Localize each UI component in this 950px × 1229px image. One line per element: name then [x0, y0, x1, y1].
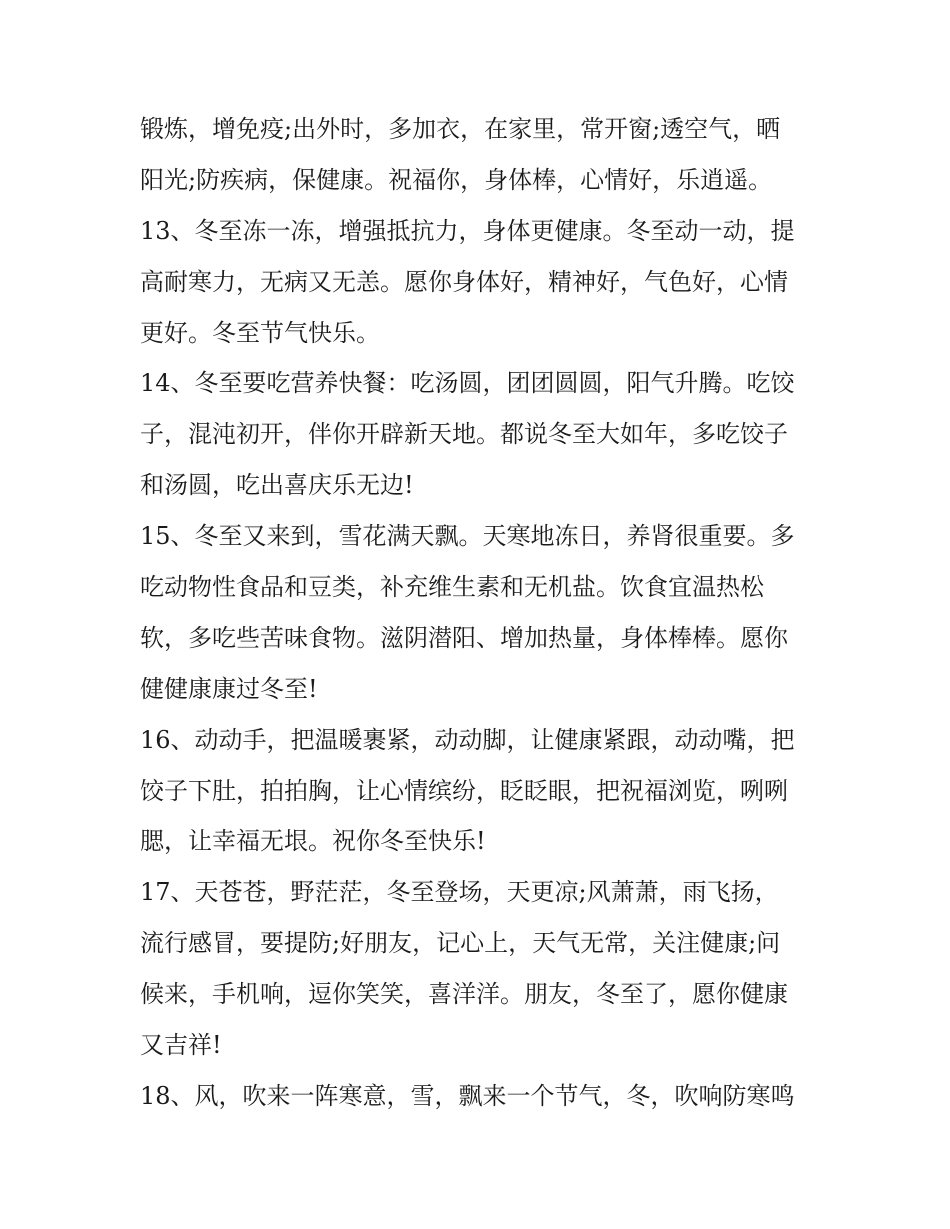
text-line: 14、冬至要吃营养快餐：吃汤圆，团团圆圆，阳气升腾。吃饺 [140, 369, 795, 398]
text-line: 和汤圆，吃出喜庆乐无边! [140, 471, 414, 500]
text-line: 子，混沌初开，伴你开辟新天地。都说冬至大如年，多吃饺子 [140, 420, 788, 449]
text-line: 饺子下肚，拍拍胸，让心情缤纷，眨眨眼，把祝福浏览，咧咧 [140, 776, 788, 805]
text-line: 候来，手机响，逗你笑笑，喜洋洋。朋友，冬至了，愿你健康 [140, 980, 788, 1009]
document-body [140, 104, 820, 1122]
text-line: 腮，让幸福无垠。祝你冬至快乐! [140, 827, 486, 856]
text-line: 13、冬至冻一冻，增强抵抗力，身体更健康。冬至动一动，提 [140, 216, 795, 245]
text-line: 吃动物性食品和豆类，补充维生素和无机盐。饮食宜温热松 [140, 573, 764, 602]
text-line: 软，多吃些苦味食物。滋阴潜阳、增加热量，身体棒棒。愿你 [140, 623, 788, 652]
text-line: 15、冬至又来到，雪花满天飘。天寒地冻日，养肾很重要。多 [140, 522, 795, 551]
text-line: 16、动动手，把温暖裹紧，动动脚，让健康紧跟，动动嘴，把 [140, 725, 795, 754]
text-line: 阳光;防疾病，保健康。祝福你，身体棒，心情好，乐逍遥。 [140, 165, 773, 194]
text-line: 流行感冒，要提防;好朋友，记心上，天气无常，关注健康;问 [140, 929, 781, 958]
text-line: 高耐寒力，无病又无恙。愿你身体好，精神好，气色好，心情 [140, 267, 788, 296]
text-line: 健健康康过冬至! [140, 674, 318, 703]
text-line: 又吉祥! [140, 1031, 222, 1060]
text-line: 锻炼，增免疫;出外时，多加衣，在家里，常开窗;透空气，晒 [140, 115, 781, 143]
text-line: 更好。冬至节气快乐。 [140, 318, 380, 347]
text-line: 17、天苍苍，野茫茫，冬至登场，天更凉;风萧萧，雨飞扬， [140, 878, 779, 907]
text-line: 18、风，吹来一阵寒意，雪，飘来一个节气，冬，吹响防寒鸣 [140, 1081, 795, 1110]
